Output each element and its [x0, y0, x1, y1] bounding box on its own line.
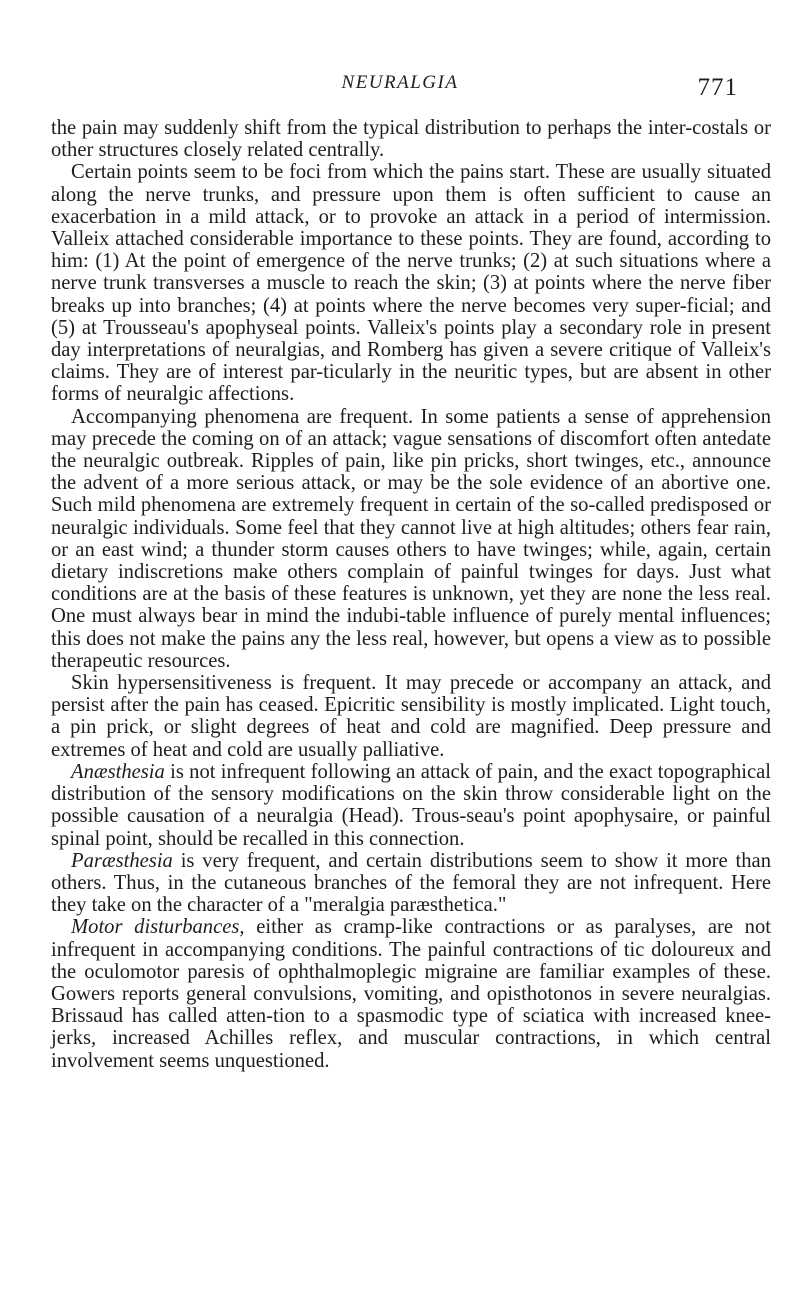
body-text — [51, 117, 771, 1072]
paragraph-lead: Motor disturbances, — [71, 916, 245, 939]
paragraph — [51, 672, 771, 761]
paragraph-lead: Anæsthesia — [71, 760, 165, 783]
page-number: 771 — [697, 74, 738, 101]
paragraph-text: the pain may suddenly shift from the typical distribution to perhaps the inter-costals or other structures closely related centrally. — [51, 117, 771, 162]
running-title: NEURALGIA — [341, 72, 459, 93]
paragraph-text: either as cramp-like contractions or as paralyses, are not infrequent in accompanying conditions. The painful contractions of tic doloureux and the oculomotor paresis of ophthalmoplegic migraine are familiar examples of these. Gowers reports general convulsions, vomiting, and opisthotonos in severe neuralgias. Brissaud has called atten-tion to a spasmodic type of sciatica with increased knee-jerks, increased Achilles reflex, and muscular contractions, in which central involvement seems unquestioned. — [51, 916, 771, 1072]
paragraph-text: is very frequent, and certain distributions seem to show it more than others. Thus, in the cutaneous branches of the femoral they are not infrequent. Here they take on the character of a "meralgia paræsthetica." — [51, 849, 771, 917]
paragraph — [51, 117, 771, 161]
paragraph — [51, 161, 771, 405]
paragraph — [51, 850, 771, 917]
paragraph — [51, 916, 771, 1071]
paragraph — [51, 406, 771, 672]
paragraph-lead: Paræsthesia — [71, 849, 173, 872]
paragraph-text: Certain points seem to be foci from which the pains start. These are usually situated along the nerve trunks, and pressure upon them is often sufficient to cause an exacerbation in a mild attack, or to provoke an attack in a period of intermission. Valleix attached considerable importance to these points. They are found, according to him: (1) At the point of emergence of the nerve trunks; (2) at such situations where a nerve trunk transverses a muscle to reach the skin; (3) at points where the nerve fiber breaks up into branches; (4) at points where the nerve becomes very super-ficial; and (5) at Trousseau's apophyseal points. Valleix's points play a secondary role in present day interpretations of neuralgias, and Romberg has given a severe critique of Valleix's claims. They are of interest par-ticularly in the neuritic types, but are absent in other forms of neuralgic affections. — [51, 161, 771, 406]
paragraph-text: Accompanying phenomena are frequent. In some patients a sense of apprehension may precede the coming on of an attack; vague sensations of discomfort often antedate the neuralgic outbreak. Ripples of pain, like pin pricks, short twinges, etc., announce the advent of a more serious attack, or may be the sole evidence of an abortive one. Such mild phenomena are extremely frequent in certain of the so-called predisposed or neuralgic individuals. Some feel that they cannot live at high altitudes; others fear rain, or an east wind; a thunder storm causes others to have twinges; while, again, certain dietary indiscretions make others complain of painful twinges for days. Just what conditions are at the basis of these features is unknown, yet they are none the less real. One must always bear in mind the indubi-table influence of purely mental influences; this does not make the pains any the less real, however, but opens a view as to possible therapeutic resources. — [51, 405, 771, 672]
paragraph-text: Skin hypersensitiveness is frequent. It may precede or accompany an attack, and persist after the pain has ceased. Epicritic sensibility is mostly implicated. Light touch, a pin prick, or slight degrees of heat and cold are magnified. Deep pressure and extremes of heat and cold are usually palliative. — [51, 672, 771, 761]
paragraph — [51, 761, 771, 850]
page-header — [0, 72, 800, 102]
paragraph-text: is not infrequent following an attack of pain, and the exact topographical distribution of the sensory modifications on the skin throw considerable light on the possible causation of a neuralgia (Head). Trous-seau's point apophysaire, or painful spinal point, should be recalled in this connection. — [51, 760, 771, 850]
